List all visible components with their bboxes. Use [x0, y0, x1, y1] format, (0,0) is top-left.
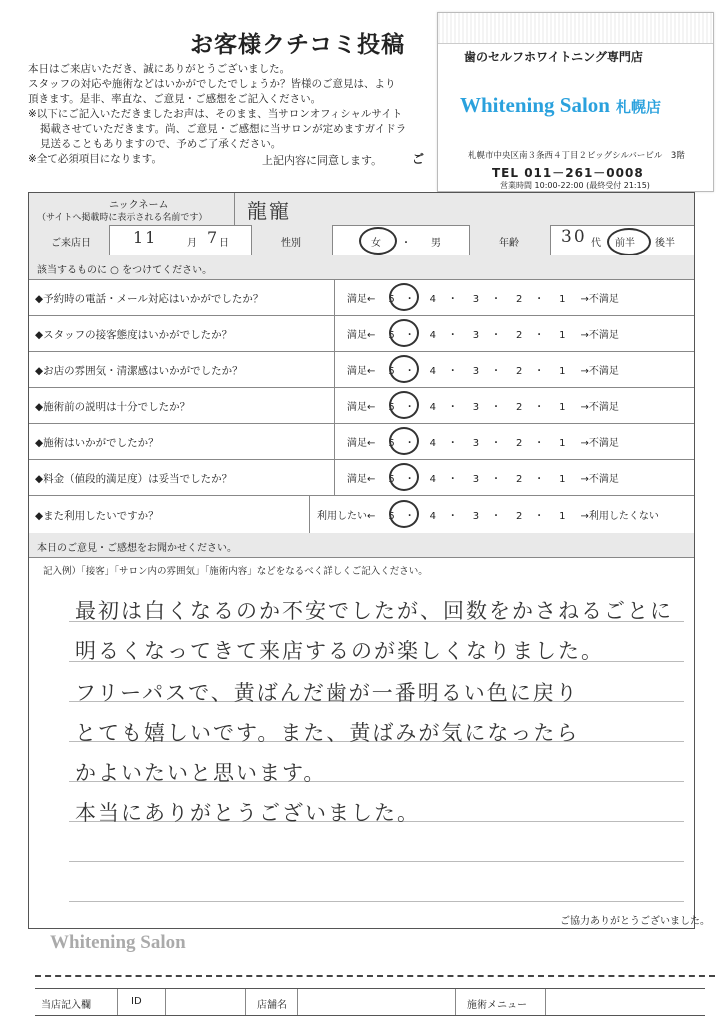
rating-scale: 満足← 5 ・ 4 ・ 3 ・ 2 ・ 1 →不満足: [347, 366, 619, 377]
nickname-row: [29, 193, 694, 226]
nickname-label: ニックネーム: [109, 200, 169, 211]
agree-text: 上記内容に同意します。: [262, 154, 383, 167]
question-text: ◆施術はいかがでしたか？: [35, 437, 159, 449]
question-row: [29, 315, 694, 352]
comment-line: かよいたいと思います。: [75, 761, 327, 785]
intro-line: 見送ることもありますので、予めご了承ください。: [40, 138, 282, 150]
intro-line: 本日はご来店いただき、誠にありがとうございました。: [28, 63, 291, 75]
question-text: ◆スタッフの接客態度はいかがでしたか？: [35, 329, 233, 341]
comment-line: 明るくなってきて来店するのが楽しくなりました。: [75, 639, 604, 663]
rating-1[interactable]: 1: [559, 511, 566, 522]
form-title: お客様クチコミ投稿: [190, 32, 406, 58]
agree-checkbox-label[interactable]: ご: [412, 152, 425, 166]
question-row: [29, 279, 694, 316]
selected-rating-circle: [389, 319, 419, 347]
question-row: [29, 351, 694, 388]
day-unit: 日: [219, 238, 229, 249]
rating-4[interactable]: 4: [429, 366, 436, 377]
intro-line: ※全て必須項目になります。: [28, 153, 162, 165]
id-label: ID: [131, 996, 142, 1007]
instruction-row: [29, 255, 694, 280]
comment-line: とても嬉しいです。また、黄ばみが気になったら: [75, 721, 580, 745]
rating-scale: 満足← 5 ・ 4 ・ 3 ・ 2 ・ 1 →不満足: [347, 402, 619, 413]
rating-4[interactable]: 4: [429, 402, 436, 413]
rating-scale: 満足← 5 ・ 4 ・ 3 ・ 2 ・ 1 →不満足: [347, 294, 619, 305]
comment-heading-row: [29, 533, 694, 558]
selected-rating-circle: [389, 463, 419, 491]
rating-1[interactable]: 1: [559, 402, 566, 413]
visit-month-value[interactable]: 11: [133, 228, 158, 247]
survey-form: [28, 192, 695, 929]
rating-5[interactable]: 5: [388, 474, 395, 485]
rating-3[interactable]: 3: [472, 330, 480, 341]
question-text: ◆予約時の電話・メール対応はいかがでしたか？: [35, 293, 264, 305]
rating-2[interactable]: 2: [515, 330, 523, 341]
intro-line: 掲載させていただきます。尚、ご意見・ご感想に当サロンが定めますガイドラ: [40, 123, 407, 135]
question-row: [29, 387, 694, 424]
rating-2[interactable]: 2: [515, 474, 523, 485]
rating-5[interactable]: 5: [388, 330, 395, 341]
logo-text: Whitening Salon: [460, 93, 610, 117]
intro-line: スタッフの対応や施術などはいかがでしたでしょうか？皆様のご意見は、より: [28, 78, 396, 90]
intro-line: ※以下にご記入いただきましたお声は、そのまま、当サロンオフィシャルサイト: [28, 108, 403, 120]
rating-2[interactable]: 2: [515, 511, 523, 522]
rating-5[interactable]: 5: [388, 294, 395, 305]
rating-5[interactable]: 5: [388, 402, 395, 413]
rating-2[interactable]: 2: [515, 366, 523, 377]
store-name-label: 店舗名: [257, 1000, 287, 1011]
question-text: ◆お店の雰囲気・清潔感はいかがでしたか？: [35, 365, 243, 377]
selected-rating-circle: [389, 355, 419, 383]
age-late[interactable]: 後半: [655, 238, 675, 249]
gender-dot: ・: [401, 238, 411, 249]
card-tagline: 歯のセルフホワイトニング専門店: [464, 50, 643, 64]
rating-5[interactable]: 5: [388, 438, 395, 449]
salon-address: 札幌市中央区南３条西４丁目２ビッグシルバービル 3階: [468, 151, 685, 161]
rating-5[interactable]: 5: [388, 366, 395, 377]
salon-tel: TEL 011－261－0008: [492, 166, 644, 180]
rating-4[interactable]: 4: [429, 438, 436, 449]
rating-2[interactable]: 2: [515, 402, 523, 413]
question-text: ◆施術前の説明は十分でしたか？: [35, 401, 191, 413]
salon-card: [437, 12, 714, 192]
gender-female[interactable]: 女: [371, 238, 381, 249]
nickname-value[interactable]: 龍寵: [247, 199, 291, 223]
nickname-sublabel: （サイトへ掲載時に表示される名前です）: [37, 213, 208, 223]
comment-line: 最初は白くなるのか不安でしたが、回数をかさねるごとに: [75, 599, 673, 623]
rating-scale: 満足← 5 ・ 4 ・ 3 ・ 2 ・ 1 →不満足: [347, 438, 619, 449]
month-unit: 月: [187, 238, 197, 249]
cut-line: [35, 975, 715, 977]
selected-rating-circle: [389, 391, 419, 419]
comment-example: 記入例）「接客」「サロン内の雰囲気」「施術内容」などをなるべく詳しくご記入ください。: [43, 566, 428, 577]
comment-heading: 本日のご意見・ご感想をお聞かせください。: [37, 543, 237, 554]
rating-1[interactable]: 1: [559, 366, 566, 377]
selected-rating-circle: [389, 283, 419, 311]
gender-label: 性別: [281, 238, 301, 249]
salon-logo: [460, 93, 661, 118]
rating-2[interactable]: 2: [515, 438, 523, 449]
rating-4[interactable]: 4: [429, 474, 436, 485]
age-label: 年齢: [499, 238, 519, 249]
rating-4[interactable]: 4: [429, 330, 436, 341]
visit-row: [29, 225, 694, 256]
rating-4[interactable]: 4: [429, 511, 436, 522]
question-row: [29, 423, 694, 460]
selected-rating-circle: [389, 500, 419, 528]
intro-line: 頂きます。是非、率直な、ご意見・ご感想をご記入ください。: [28, 93, 322, 105]
salon-hours: 営業時間 10:00-22:00 (最終受付 21:15): [500, 181, 650, 190]
age-early[interactable]: 前半: [615, 238, 635, 249]
rating-3[interactable]: 3: [472, 402, 480, 413]
rating-3[interactable]: 3: [472, 511, 480, 522]
rating-3[interactable]: 3: [472, 294, 480, 305]
card-tape: [438, 13, 713, 44]
rating-1[interactable]: 1: [559, 474, 566, 485]
rating-1[interactable]: 1: [559, 330, 566, 341]
rating-1[interactable]: 1: [559, 294, 566, 305]
rating-3[interactable]: 3: [472, 366, 480, 377]
comment-line: 本当にありがとうございました。: [75, 801, 420, 825]
rating-3[interactable]: 3: [472, 438, 480, 449]
thanks-text: ご協力ありがとうございました。: [560, 916, 710, 927]
store-use-label: 当店記入欄: [41, 1000, 91, 1011]
question-row: [29, 459, 694, 496]
visit-day-value[interactable]: 7: [207, 228, 220, 247]
visit-label: ご来店日: [51, 238, 91, 249]
branch-name: 札幌店: [615, 98, 661, 116]
question-text: ◆料金（値段的満足度）は妥当でしたか？: [35, 473, 233, 485]
question-text: ◆また利用したいですか？: [35, 510, 159, 522]
rating-5[interactable]: 5: [388, 511, 395, 522]
intro-text: [28, 62, 448, 167]
rating-1[interactable]: 1: [559, 438, 566, 449]
footer-logo: Whitening Salon: [50, 932, 186, 953]
rating-scale: 満足← 5 ・ 4 ・ 3 ・ 2 ・ 1 →不満足: [347, 474, 619, 485]
instruction-text: 該当するものに ○ をつけてください。: [37, 265, 213, 276]
rating-3[interactable]: 3: [472, 474, 480, 485]
comment-line: フリーパスで、黄ばんだ歯が一番明るい色に戻り: [75, 681, 579, 705]
menu-label: 施術メニュー: [467, 1000, 527, 1011]
age-unit: 代: [591, 238, 601, 249]
selected-rating-circle: [389, 427, 419, 455]
rating-4[interactable]: 4: [429, 294, 436, 305]
rating-scale: 利用したい← 5 ・ 4 ・ 3 ・ 2 ・ 1 →利用したくない: [317, 511, 659, 522]
store-use-row: [35, 988, 705, 1016]
question-row: [29, 495, 694, 534]
rating-2[interactable]: 2: [515, 294, 523, 305]
age-value[interactable]: 30: [561, 227, 587, 247]
rating-scale: 満足← 5 ・ 4 ・ 3 ・ 2 ・ 1 →不満足: [347, 330, 619, 341]
gender-male[interactable]: 男: [431, 238, 441, 249]
